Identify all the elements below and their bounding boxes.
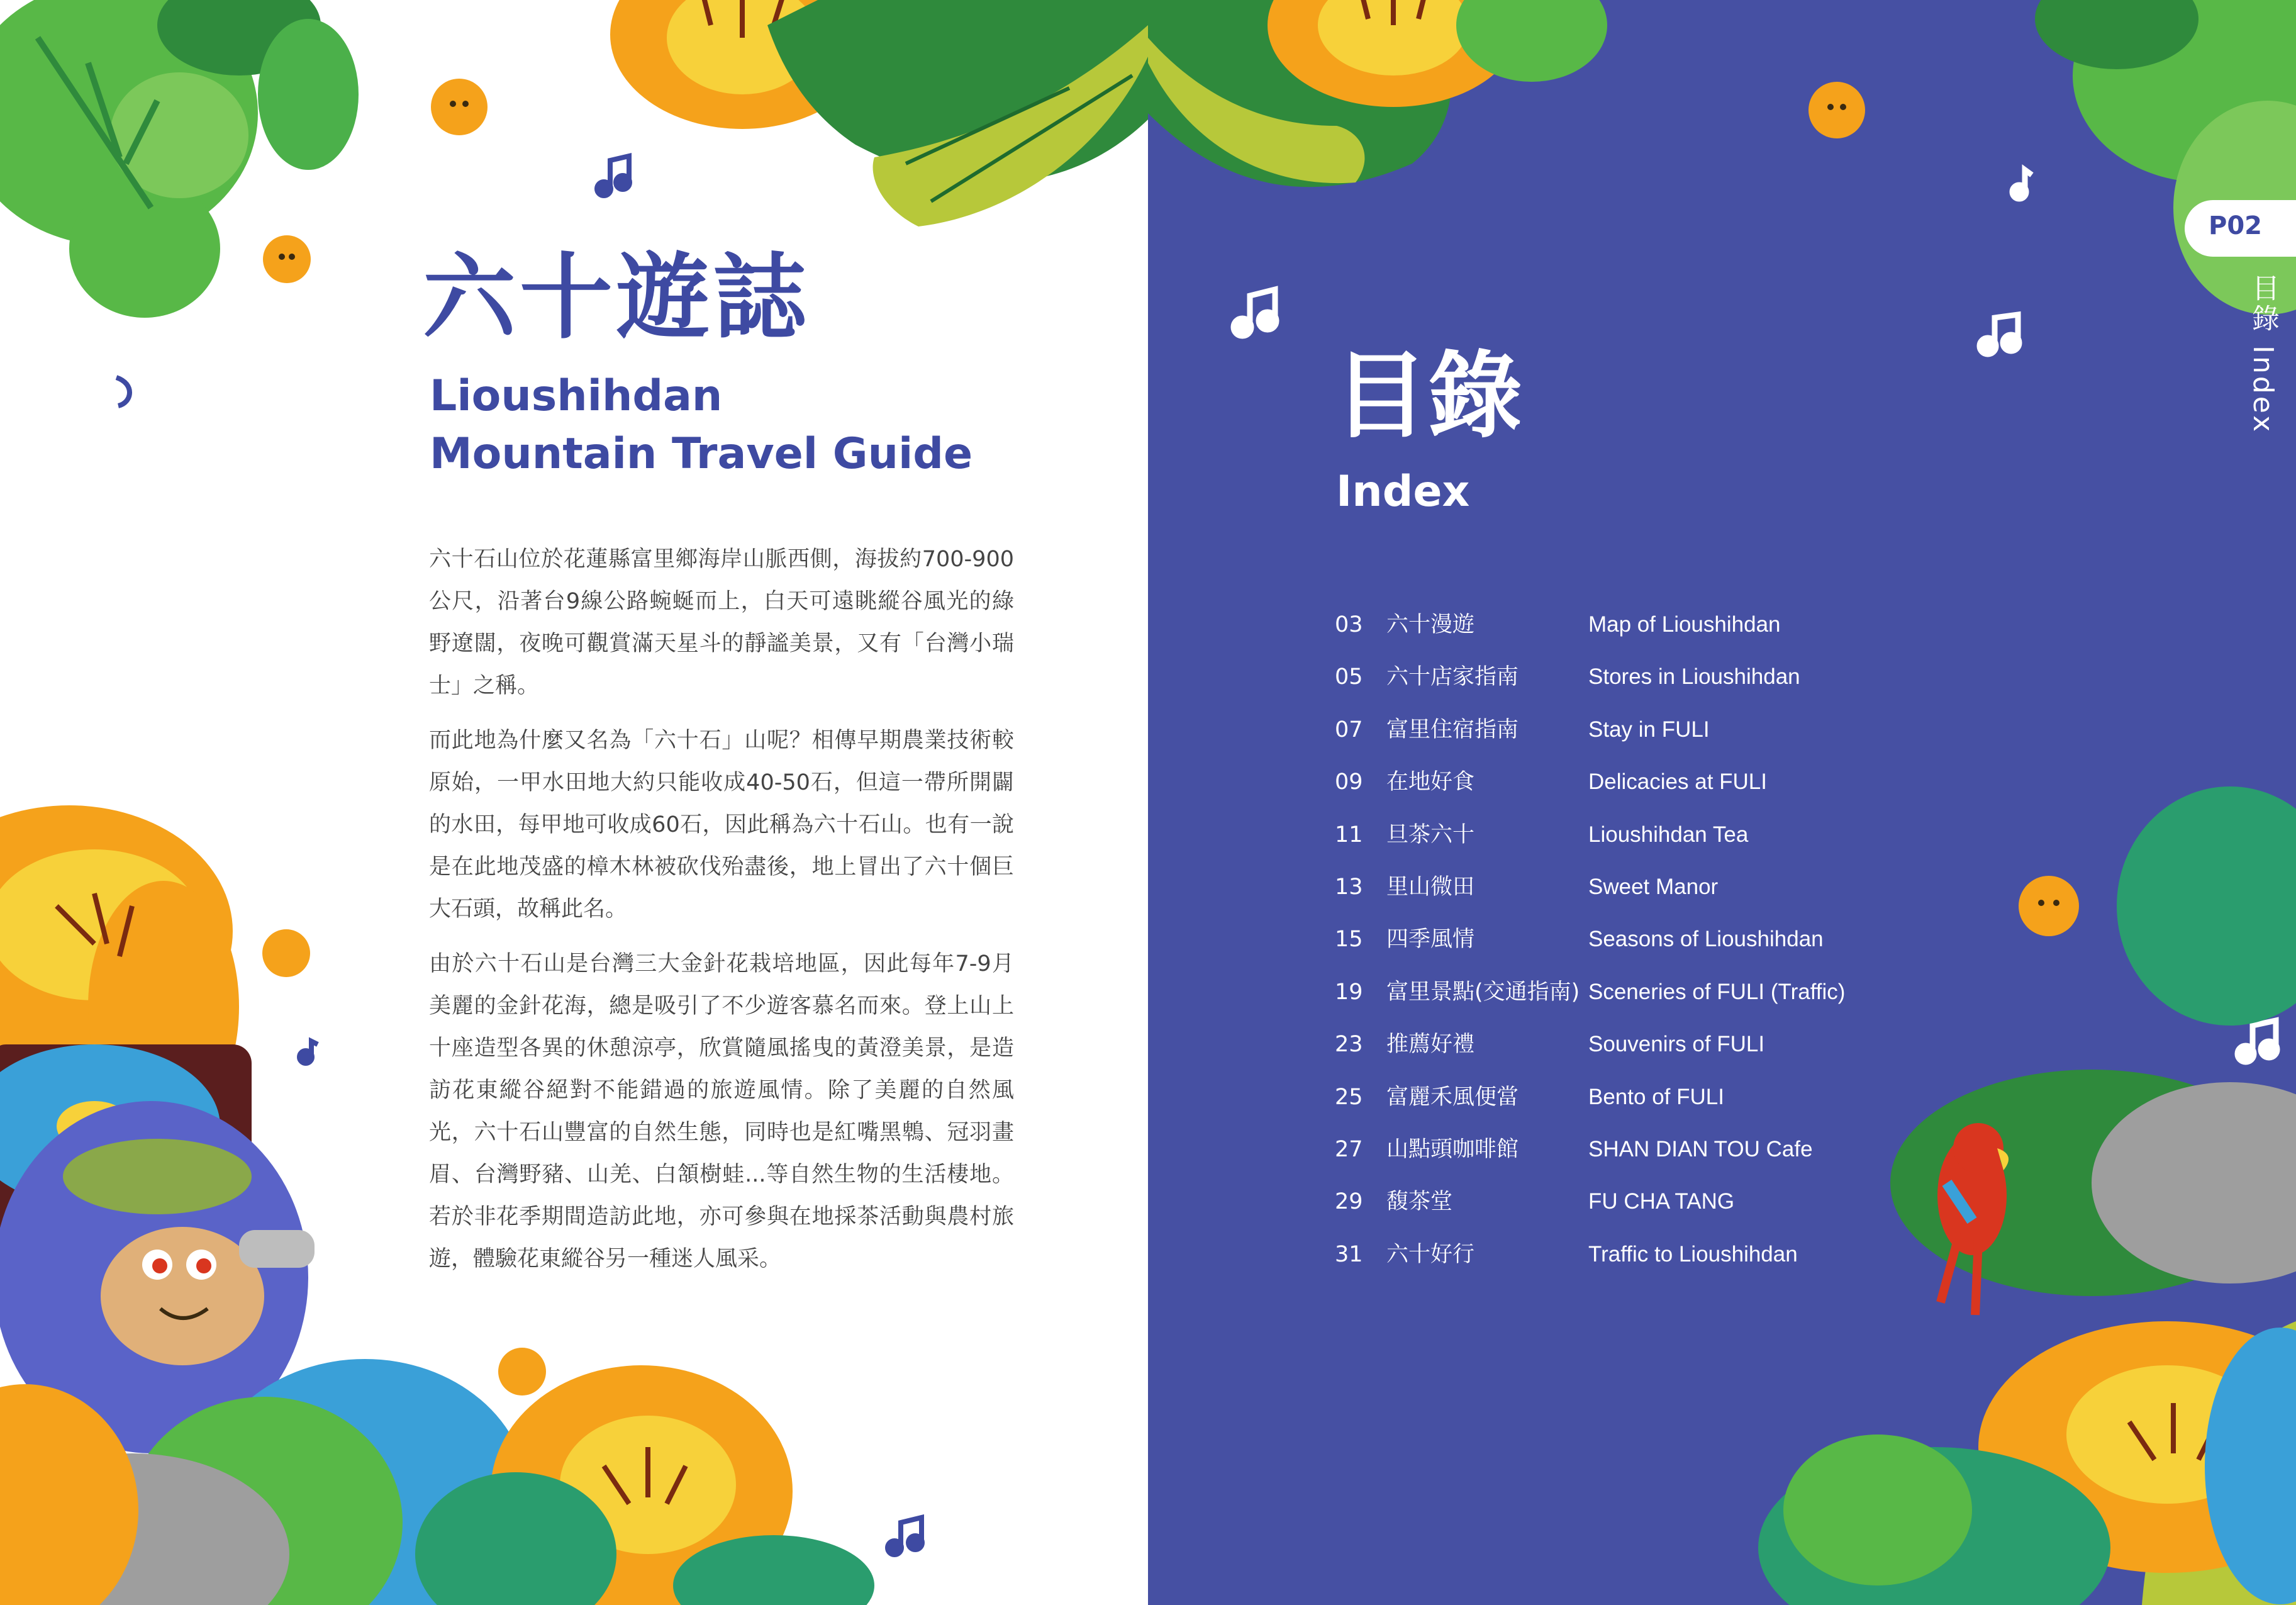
toc-title-en: Stores in Lioushihdan xyxy=(1588,664,1800,690)
toc-title-en: SHAN DIAN TOU Cafe xyxy=(1588,1136,1813,1161)
toc-title-en: Souvenirs of FULI xyxy=(1588,1032,1765,1057)
toc-item[interactable] xyxy=(1335,709,1964,761)
toc-page: 23 xyxy=(1335,1032,1363,1058)
toc-item[interactable] xyxy=(1335,1181,1964,1233)
toc-item[interactable] xyxy=(1335,1024,1964,1076)
toc-title-en: Traffic to Lioushihdan xyxy=(1588,1241,1798,1267)
intro-paragraph: 由於六十石山是台灣三大金針花栽培地區，因此每年7-9月美麗的金針花海，總是吸引了不少遊客慕名而來。登上山上十座造型各異的休憩涼亭，欣賞隨風搖曳的黃澄美景，是造訪花東縱谷絕對不能錯過的旅遊風情。除了美麗的自然風光，六十石山豐富的自然生態，同時也是紅嘴黑鵯、冠羽畫眉、台灣野豬、山羌、白頷樹蛙...等自然生物的生活棲地。若於非花季期間造訪此地，亦可參與在地採茶活動與農村旅遊，體驗花東縱谷另一種迷人風采。 xyxy=(429,951,1014,1272)
toc-item[interactable] xyxy=(1335,656,1964,708)
toc-title-zh: 六十好行 xyxy=(1386,1241,1475,1267)
index-title-en: Index xyxy=(1336,467,1470,517)
page-number: P02 xyxy=(2209,211,2262,240)
toc-title-en: Stay in FULI xyxy=(1588,717,1710,742)
index-title-zh: 目錄 xyxy=(1334,342,1523,451)
toc-title-en: Map of Lioushihdan xyxy=(1588,612,1781,637)
toc-title-zh: 在地好食 xyxy=(1386,769,1475,795)
toc-title-en: FU CHA TANG xyxy=(1588,1189,1735,1214)
toc-item[interactable] xyxy=(1335,814,1964,866)
toc-title-zh: 馥茶堂 xyxy=(1386,1189,1453,1215)
guide-title-en xyxy=(430,367,972,483)
right-page xyxy=(1148,0,2296,1605)
toc-title-en: Lioushihdan Tea xyxy=(1588,822,1749,847)
toc-title-zh: 旦茶六十 xyxy=(1386,822,1475,847)
toc-page: 29 xyxy=(1335,1189,1363,1215)
toc-page: 07 xyxy=(1335,717,1363,742)
toc-title-zh: 六十漫遊 xyxy=(1386,612,1475,637)
toc-page: 03 xyxy=(1335,612,1363,637)
intro-paragraph: 六十石山位於花蓮縣富里鄉海岸山脈西側，海拔約700-900公尺，沿著台9線公路蜿蜒而上，白天可遠眺縱谷風光的綠野遼闊，夜晚可觀賞滿天星斗的靜謐美景，又有「台灣小瑞士」之稱。 xyxy=(429,547,1014,698)
toc-item[interactable] xyxy=(1335,1129,1964,1181)
toc-title-zh: 富里景點(交通指南) xyxy=(1386,979,1580,1005)
toc-item[interactable] xyxy=(1335,604,1964,656)
toc-item[interactable] xyxy=(1335,761,1964,814)
toc-title-zh: 富里住宿指南 xyxy=(1386,717,1519,742)
toc-page: 31 xyxy=(1335,1241,1363,1267)
toc-page: 19 xyxy=(1335,979,1363,1005)
toc-page: 09 xyxy=(1335,769,1363,795)
toc-page: 11 xyxy=(1335,822,1363,847)
guide-title-en-line1: Lioushihdan xyxy=(430,371,723,421)
section-side-label: 目錄 Index xyxy=(2247,274,2279,435)
toc-title-zh: 富麗禾風便當 xyxy=(1386,1084,1519,1110)
toc-title-zh: 里山微田 xyxy=(1386,874,1475,900)
toc-title-en: Bento of FULI xyxy=(1588,1084,1724,1109)
toc-title-en: Sceneries of FULI (Traffic) xyxy=(1588,979,1846,1004)
guide-title-en-line2: Mountain Travel Guide xyxy=(430,429,973,479)
toc-page: 15 xyxy=(1335,927,1363,953)
toc-item[interactable] xyxy=(1335,1234,1964,1286)
intro-paragraph: 而此地為什麼又名為「六十石」山呢？相傳早期農業技術較原始，一甲水田地大約只能收成40-50石，但這一帶所開闢的水田，每甲地可收成60石，因此稱為六十石山。也有一說是在此地茂盛的樟木林被砍伐殆盡後，地上冒出了六十個巨大石頭，故稱此名。 xyxy=(429,728,1014,922)
intro-text xyxy=(429,539,1014,1293)
toc-item[interactable] xyxy=(1335,866,1964,919)
page-number-tab xyxy=(2185,200,2296,257)
toc-item[interactable] xyxy=(1335,919,1964,971)
toc-item[interactable] xyxy=(1335,1077,1964,1129)
guide-title-zh: 六十遊誌 xyxy=(423,243,810,352)
toc-page: 27 xyxy=(1335,1136,1363,1162)
table-of-contents xyxy=(1335,604,1964,1286)
toc-title-zh: 山點頭咖啡館 xyxy=(1386,1136,1519,1162)
toc-title-en: Delicacies at FULI xyxy=(1588,769,1767,795)
toc-title-zh: 推薦好禮 xyxy=(1386,1032,1475,1058)
toc-title-zh: 四季風情 xyxy=(1386,927,1475,953)
toc-page: 25 xyxy=(1335,1084,1363,1110)
toc-title-zh: 六十店家指南 xyxy=(1386,664,1519,690)
toc-page: 05 xyxy=(1335,664,1363,690)
toc-title-en: Sweet Manor xyxy=(1588,874,1719,899)
toc-page: 13 xyxy=(1335,874,1363,900)
toc-item[interactable] xyxy=(1335,971,1964,1024)
toc-title-en: Seasons of Lioushihdan xyxy=(1588,927,1824,952)
